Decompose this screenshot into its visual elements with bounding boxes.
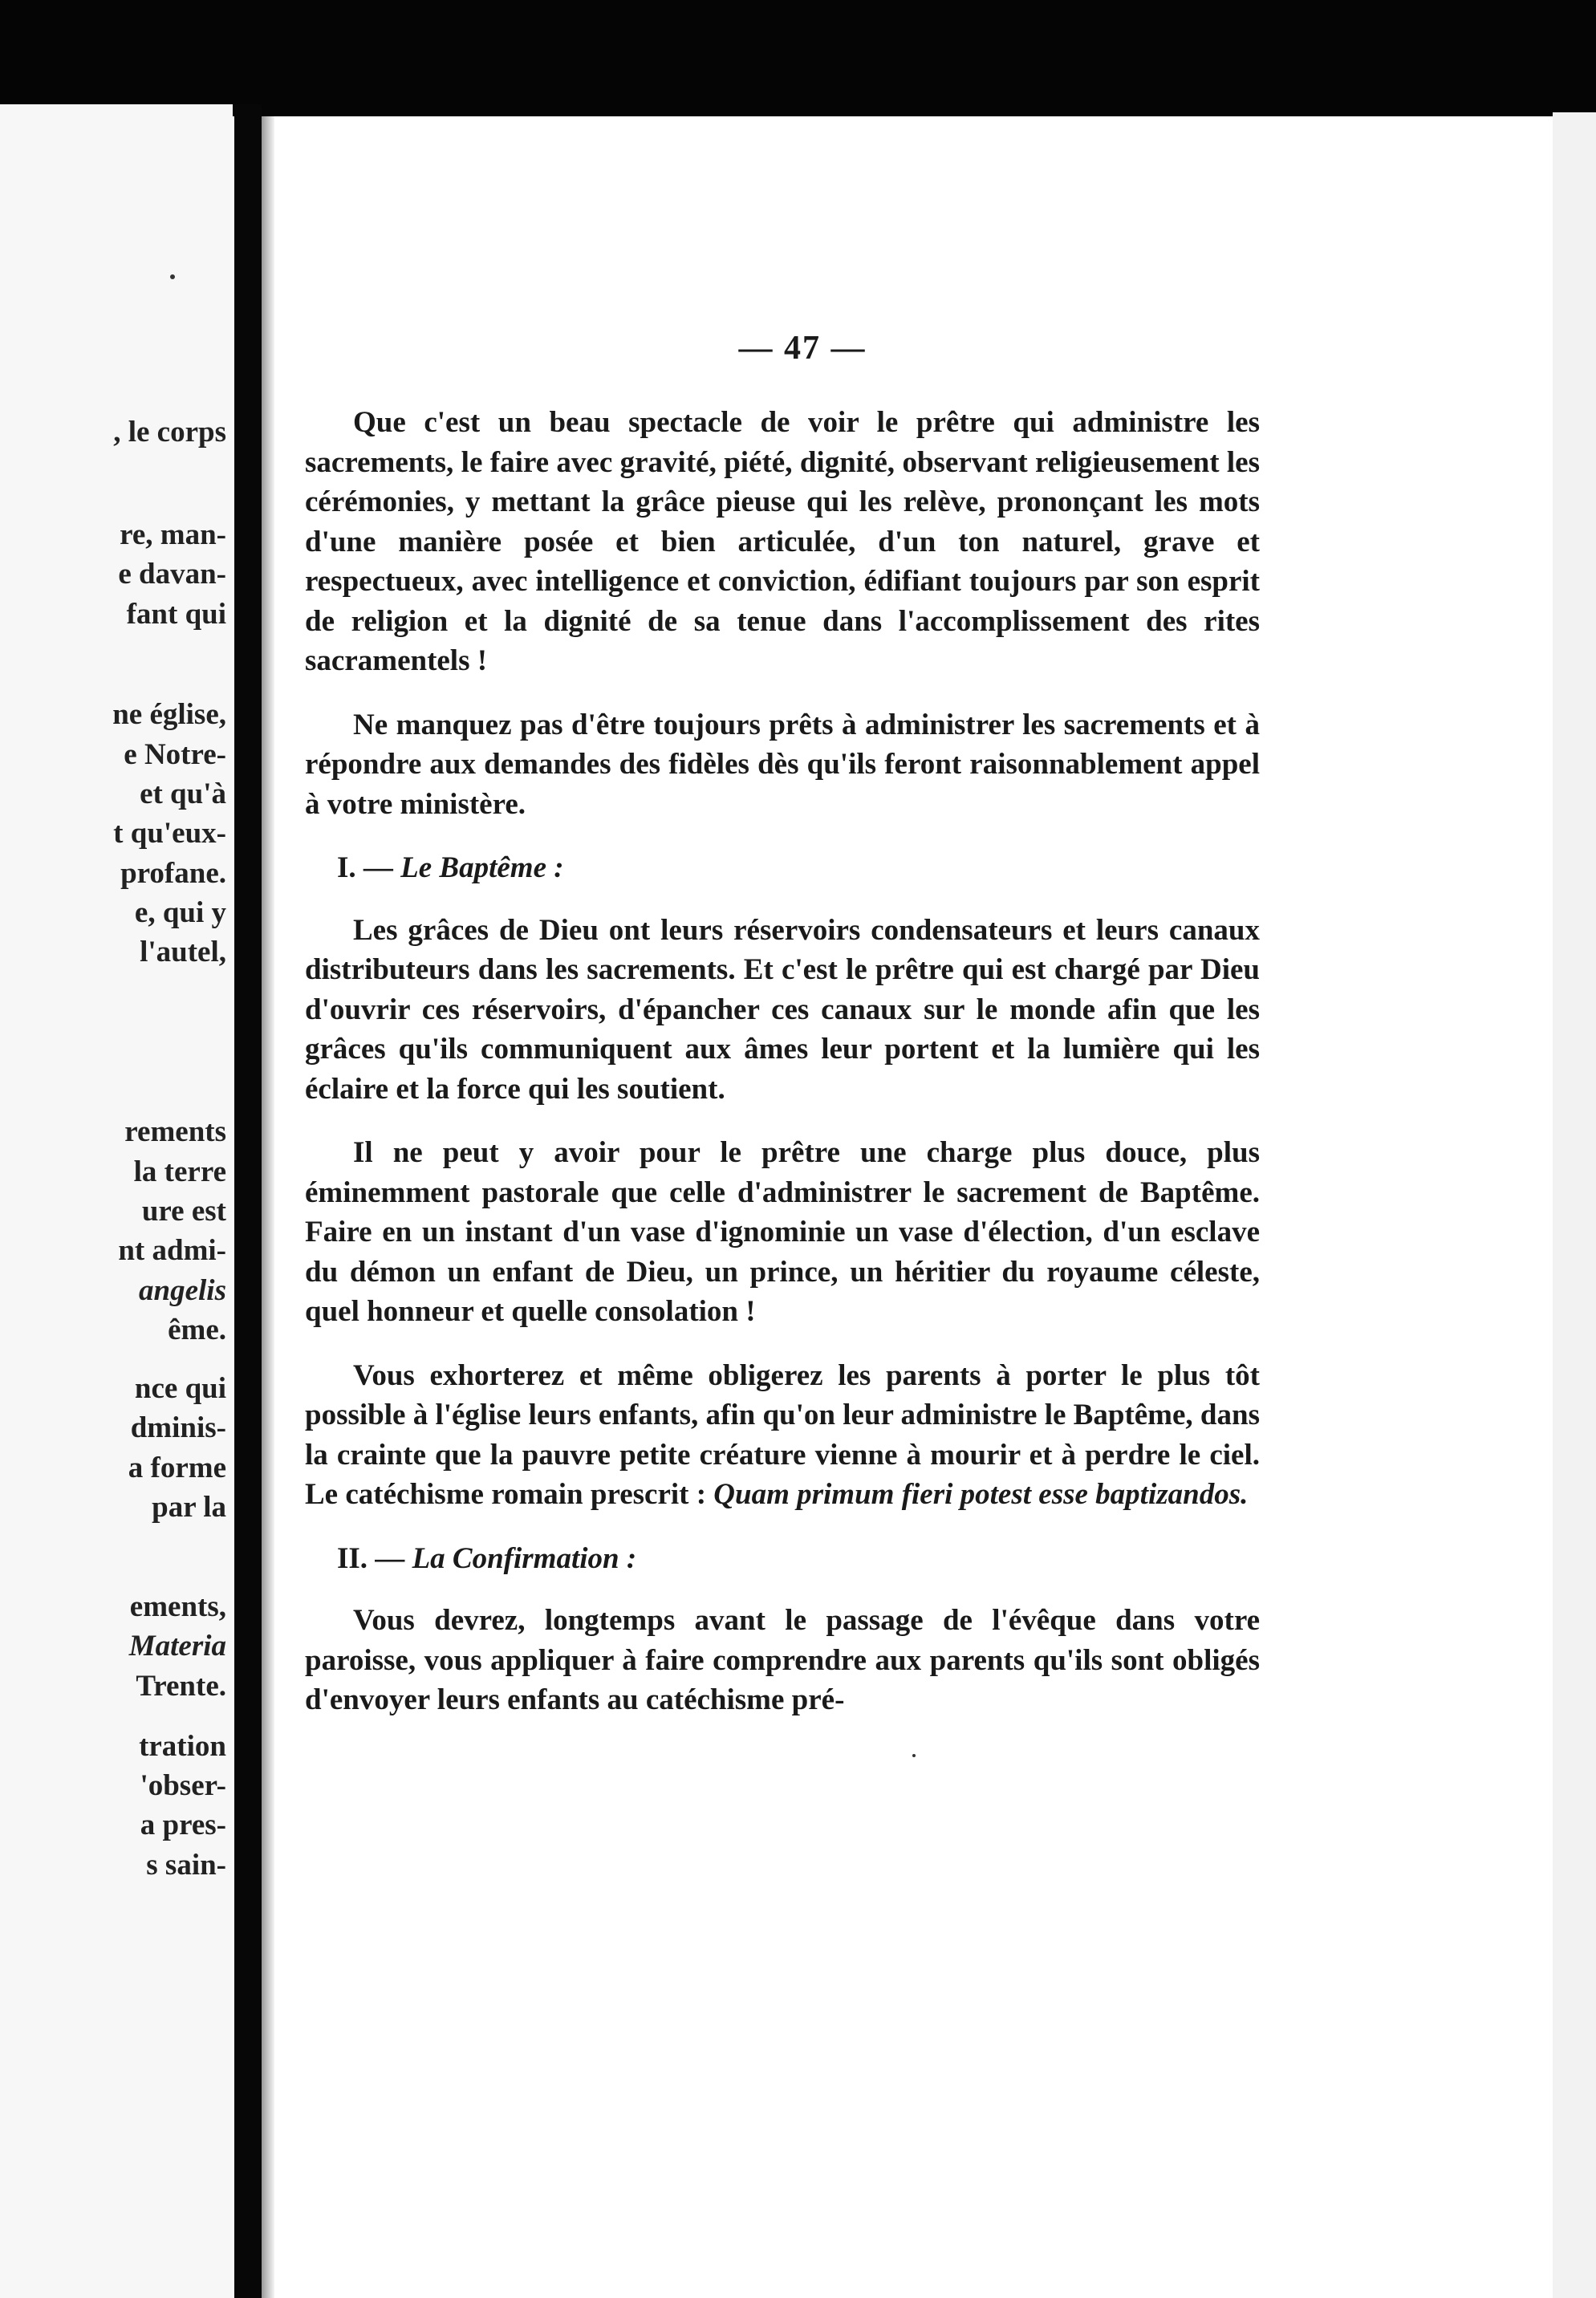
paragraph xyxy=(305,1356,1260,1515)
facing-page-line: , le corps xyxy=(113,416,226,449)
facing-page-line: l'autel, xyxy=(140,936,226,968)
facing-page-line: profane. xyxy=(120,857,226,890)
section-number: I. — xyxy=(337,851,401,884)
paragraph: Que c'est un beau spectacle de voir le prêtre qui administre les sacrements, le faire avec gravité, piété, dignité, observant religieusement les cérémonies, y mettant la grâce pieuse qui les relève, prononçant les mots d'une manière posée et bien articulée, d'un ton naturel, grave et respectueux, avec intelligence et conviction, édifiant toujours par son esprit de religion et la dignité de sa tenue dans l'accomplissement des rites sacramentels ! xyxy=(305,406,1260,677)
paragraph-text: Vous exhorterez et même obligerez les parents à porter le plus tôt possible à l'église leurs enfants, afin qu'on leur administre le Baptême, dans la crainte que la pauvre petite créature vienne à mourir et à perdre le ciel. Le catéchisme romain prescrit : xyxy=(305,1358,1260,1511)
section-title: Le Baptême : xyxy=(400,851,564,884)
page-number: — 47 — xyxy=(738,330,867,367)
facing-page-line: 'obser- xyxy=(140,1769,226,1802)
book-spine xyxy=(234,104,262,2298)
section-heading xyxy=(305,848,1260,888)
facing-page-line: nce qui xyxy=(134,1372,226,1405)
facing-page-line: Trente. xyxy=(136,1670,226,1703)
page-edge xyxy=(1553,112,1596,2298)
section-number: II. — xyxy=(337,1541,412,1575)
facing-page-line: et qu'à xyxy=(140,778,226,810)
facing-page-line: tration xyxy=(139,1730,226,1763)
scan-speck xyxy=(170,274,175,279)
facing-page-line: angelis xyxy=(139,1274,226,1307)
scan-border-top xyxy=(0,0,1596,116)
facing-page-line: e, qui y xyxy=(134,896,226,929)
facing-page-line: fant qui xyxy=(126,598,226,631)
facing-page-fragment xyxy=(0,104,233,2298)
facing-page-line: la terre xyxy=(133,1155,226,1188)
facing-page-line: e Notre- xyxy=(124,738,226,771)
paragraph: Les grâces de Dieu ont leurs réservoirs condensateurs et leurs canaux distributeurs dans les sacrements. Et c'est le prêtre qui est chargé par Dieu d'ouvrir ces réservoirs, d'épancher ces canaux sur le monde afin que les grâces qu'ils communiquent aux âmes leur portent et la lumière qui les éclaire et la force qui les soutient. xyxy=(305,913,1260,1106)
gutter-shadow xyxy=(262,116,274,2298)
facing-page-line: ements, xyxy=(129,1590,226,1623)
section-heading xyxy=(305,1539,1260,1579)
facing-page-line: Materia xyxy=(128,1630,226,1663)
facing-page-line: ure est xyxy=(141,1195,226,1228)
facing-page-line: rements xyxy=(124,1115,226,1148)
page-body xyxy=(305,403,1260,1744)
facing-page-line: a pres- xyxy=(140,1809,226,1841)
facing-page-line: re, man- xyxy=(120,518,226,551)
facing-page-line: t qu'eux- xyxy=(113,817,226,850)
paragraph: Il ne peut y avoir pour le prêtre une charge plus douce, plus éminemment pastorale que celle d'administrer le sacrement de Baptême. Faire en un instant d'un vase d'ignominie un vase d'élection, d'un esclave du démon un enfant de Dieu, un prince, un héritier du royaume céleste, quel honneur et quelle consolation ! xyxy=(305,1136,1260,1328)
paragraph: Vous devrez, longtemps avant le passage de l'évêque dans votre paroisse, vous appliquer à faire comprendre aux parents qu'ils sont obligés d'envoyer leurs enfants au catéchisme pré- xyxy=(305,1604,1260,1716)
facing-page-line: dminis- xyxy=(130,1411,226,1444)
facing-page-line: ne église, xyxy=(112,698,226,731)
facing-page-line: a forme xyxy=(128,1451,226,1484)
facing-page-line: nt admi- xyxy=(118,1234,226,1267)
paragraph: Ne manquez pas d'être toujours prêts à administrer les sacrements et à répondre aux demandes des fidèles dès qu'ils feront raisonnablement appel à votre ministère. xyxy=(305,708,1260,821)
facing-page-line: e davan- xyxy=(118,558,226,591)
facing-page-line: s sain- xyxy=(146,1849,226,1882)
facing-page-line: ême. xyxy=(168,1313,226,1346)
latin-quote: Quam primum fieri potest esse baptizandos. xyxy=(713,1478,1249,1511)
facing-page-line: par la xyxy=(152,1491,226,1524)
scan-speck xyxy=(912,1754,916,1757)
section-title: La Confirmation : xyxy=(412,1541,637,1575)
